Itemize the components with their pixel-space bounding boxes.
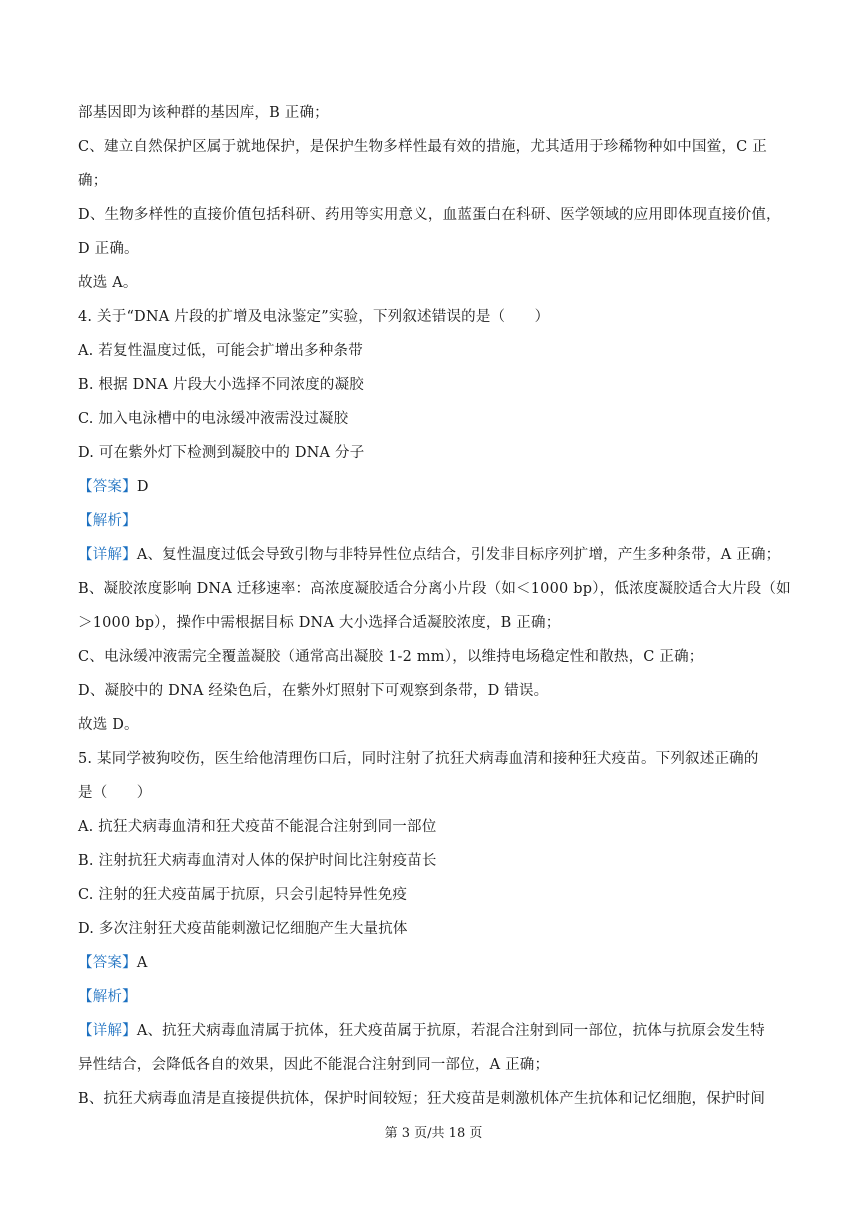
- question-stem: 是（ ）: [78, 785, 152, 801]
- text-line: 部基因即为该种群的基因库，B 正确；: [78, 105, 329, 121]
- answer-option: D. 多次注射狂犬疫苗能刺激记忆细胞产生大量抗体: [78, 921, 408, 937]
- question-stem: 4. 关于“DNA 片段的扩增及电泳鉴定”实验，下列叙述错误的是（ ）: [78, 309, 550, 325]
- answer-option: A. 若复性温度过低，可能会扩增出多种条带: [78, 343, 363, 359]
- answer-label: 【答案】D: [78, 479, 149, 495]
- text-line: D、凝胶中的 DNA 经染色后，在紫外灯照射下可观察到条带，D 错误。: [78, 683, 549, 699]
- answer-option: A. 抗狂犬病毒血清和狂犬疫苗不能混合注射到同一部位: [78, 819, 437, 835]
- answer-option: B. 注射抗狂犬病毒血清对人体的保护时间比注射疫苗长: [78, 853, 437, 869]
- answer-option: B. 根据 DNA 片段大小选择不同浓度的凝胶: [78, 377, 364, 393]
- page-number: 第 3 页/共 18 页: [384, 1126, 483, 1141]
- text-line: 确；: [78, 173, 108, 189]
- explanation-line: 【详解】A、抗狂犬病毒血清属于抗体，狂犬疫苗属于抗原，若混合注射到同一部位，抗体与抗原会发生特: [78, 1023, 765, 1039]
- answer-label: 【答案】A: [78, 955, 148, 971]
- answer-option: D. 可在紫外灯下检测到凝胶中的 DNA 分子: [78, 445, 365, 461]
- text-line: 故选 D。: [78, 717, 139, 733]
- text-line: B、凝胶浓度影响 DNA 迁移速率：高浓度凝胶适合分离小片段（如＜1000 bp），低浓度凝胶适合大片段（如: [78, 581, 791, 597]
- text-line: B、抗狂犬病毒血清是直接提供抗体，保护时间较短；狂犬疫苗是刺激机体产生抗体和记忆细胞，保护时间: [78, 1091, 766, 1107]
- text-line: D 正确。: [78, 241, 139, 257]
- answer-option: C. 加入电泳槽中的电泳缓冲液需没过凝胶: [78, 411, 349, 427]
- document-body: [78, 96, 798, 1116]
- answer-option: C. 注射的狂犬疫苗属于抗原，只会引起特异性免疫: [78, 887, 408, 903]
- analysis-label: 【解析】: [78, 513, 137, 529]
- text-line: C、电泳缓冲液需完全覆盖凝胶（通常高出凝胶 1-2 mm），以维持电场稳定性和散热，C 正确；: [78, 649, 704, 665]
- text-line: C、建立自然保护区属于就地保护，是保护生物多样性最有效的措施，尤其适用于珍稀物种如中国鲎，C 正: [78, 139, 767, 155]
- text-line: 异性结合，会降低各自的效果，因此不能混合注射到同一部位，A 正确；: [78, 1057, 550, 1073]
- text-line: D、生物多样性的直接价值包括科研、药用等实用意义，血蓝蛋白在科研、医学领域的应用即体现直接价值，: [78, 207, 781, 223]
- analysis-label: 【解析】: [78, 989, 137, 1005]
- explanation-line: 【详解】A、复性温度过低会导致引物与非特异性位点结合，引发非目标序列扩增，产生多种条带，A 正确；: [78, 547, 781, 563]
- question-stem: 5. 某同学被狗咬伤，医生给他清理伤口后，同时注射了抗狂犬病毒血清和接种狂犬疫苗。下列叙述正确的: [78, 751, 759, 767]
- text-line: 故选 A。: [78, 275, 138, 291]
- text-line: ＞1000 bp），操作中需根据目标 DNA 大小选择合适凝胶浓度，B 正确；: [78, 615, 561, 631]
